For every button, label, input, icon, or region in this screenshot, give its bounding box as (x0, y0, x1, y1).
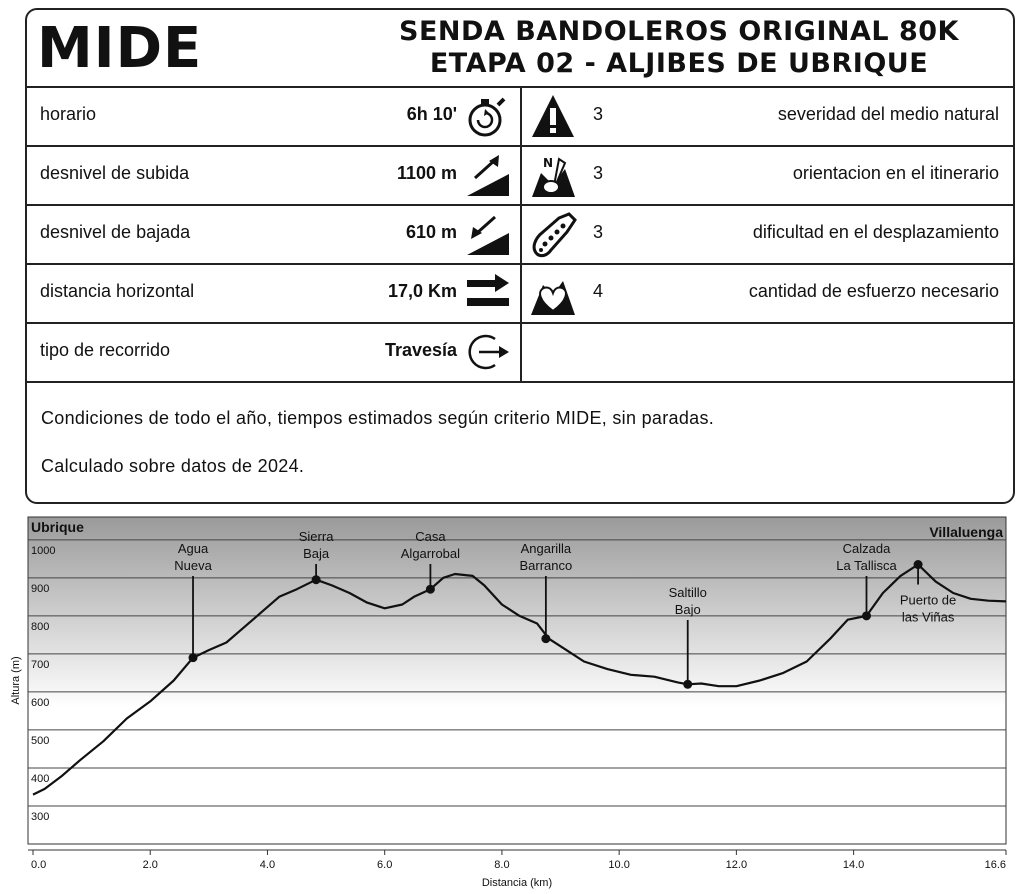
row-label: desnivel de bajada (40, 222, 191, 242)
x-tick-label: 10.0 (608, 859, 630, 871)
marker-label: Calzada (842, 541, 891, 556)
svg-text:N: N (543, 156, 554, 170)
card-header (27, 10, 1013, 88)
row-value: 17,0 Km (387, 281, 457, 301)
x-tick-label: 2.0 (142, 859, 158, 871)
route-title (359, 16, 999, 80)
marker-label: Bajo (674, 602, 701, 617)
row-value: 610 m (405, 222, 457, 242)
marker-label: Saltillo (668, 585, 707, 600)
row-value: 6h 10' (406, 104, 457, 124)
row-label: horario (40, 104, 97, 124)
boot-icon (529, 210, 577, 258)
row-value: Travesía (384, 340, 457, 360)
compass-icon (529, 151, 577, 199)
stopwatch-icon (465, 93, 511, 139)
y-tick-label: 400 (31, 772, 50, 785)
row-label: desnivel de subida (40, 163, 190, 183)
marker-point (683, 680, 692, 689)
marker-label: La Tallisca (836, 558, 897, 573)
mide-logo: MIDE (37, 16, 203, 81)
row-right-label: dificultad en el desplazamiento (752, 222, 999, 242)
row-right-label: severidad del medio natural (777, 104, 999, 124)
row-desnivel-subida (27, 145, 1013, 206)
warning-icon (529, 92, 577, 140)
marker-point (189, 653, 198, 662)
row-label: distancia horizontal (40, 281, 195, 301)
mide-card (25, 8, 1015, 504)
elevation-profile-chart (10, 514, 1011, 890)
y-axis-label: Altura (m) (10, 656, 22, 705)
marker-label: Angarilla (520, 541, 572, 556)
y-tick-label: 300 (31, 810, 50, 823)
y-tick-label: 900 (31, 582, 50, 595)
descent-icon (465, 211, 511, 257)
y-tick-label: 1000 (31, 544, 56, 557)
row-tipo-recorrido (27, 322, 1013, 383)
marker-point (312, 575, 321, 584)
start-label: Ubrique (31, 519, 84, 535)
marker-point (541, 634, 550, 643)
row-score: 3 (593, 163, 604, 183)
row-distancia-horizontal (27, 263, 1013, 324)
marker-label: las Viñas (901, 609, 955, 625)
y-tick-label: 500 (31, 734, 50, 747)
row-value: 1100 m (396, 163, 457, 183)
marker-label: Sierra (298, 529, 334, 544)
y-tick-label: 600 (31, 696, 50, 709)
route-type-icon (465, 329, 511, 375)
note-conditions: Condiciones de todo el año, tiempos estimados según criterio MIDE, sin paradas. (41, 408, 715, 428)
marker-point (914, 560, 923, 569)
marker-label: Baja (303, 546, 330, 561)
ascent-icon (465, 152, 511, 198)
note-data-year: Calculado sobre datos de 2024. (41, 456, 305, 476)
x-axis-label: Distancia (km) (481, 877, 553, 889)
row-score: 3 (593, 104, 604, 124)
x-tick-label: 4.0 (259, 859, 276, 871)
marker-label: Barranco (519, 558, 573, 573)
row-score: 4 (593, 281, 604, 301)
marker-label: Algarrobal (400, 546, 461, 561)
distance-arrow-icon (465, 270, 511, 316)
marker-point (426, 585, 435, 594)
x-tick-label: 0.0 (31, 859, 47, 871)
x-tick-label: 12.0 (725, 859, 748, 871)
title-line-2: ETAPA 02 - ALJIBES DE UBRIQUE (429, 48, 929, 79)
end-label: Villaluenga (929, 524, 1003, 540)
marker-label: Nueva (174, 558, 212, 573)
marker-point (862, 611, 871, 620)
row-score: 3 (593, 222, 604, 242)
row-horario (27, 86, 1013, 147)
y-tick-label: 800 (31, 620, 50, 633)
row-label: tipo de recorrido (40, 340, 171, 360)
marker-label: Puerto de (899, 592, 957, 608)
heart-effort-icon (529, 269, 577, 317)
marker-label: Casa (415, 529, 446, 544)
title-line-1: SENDA BANDOLEROS ORIGINAL 80K (399, 16, 959, 47)
notes (41, 408, 714, 504)
x-tick-label: 14.0 (842, 859, 865, 871)
x-tick-label: 8.0 (494, 859, 510, 871)
y-tick-label: 700 (31, 658, 50, 671)
row-desnivel-bajada (27, 204, 1013, 265)
row-right-label: orientacion en el itinerario (792, 163, 999, 183)
x-tick-label: 6.0 (377, 859, 393, 871)
x-tick-label: 16.6 (984, 859, 1006, 871)
row-right-label: cantidad de esfuerzo necesario (748, 281, 999, 301)
marker-label: Agua (177, 541, 209, 556)
